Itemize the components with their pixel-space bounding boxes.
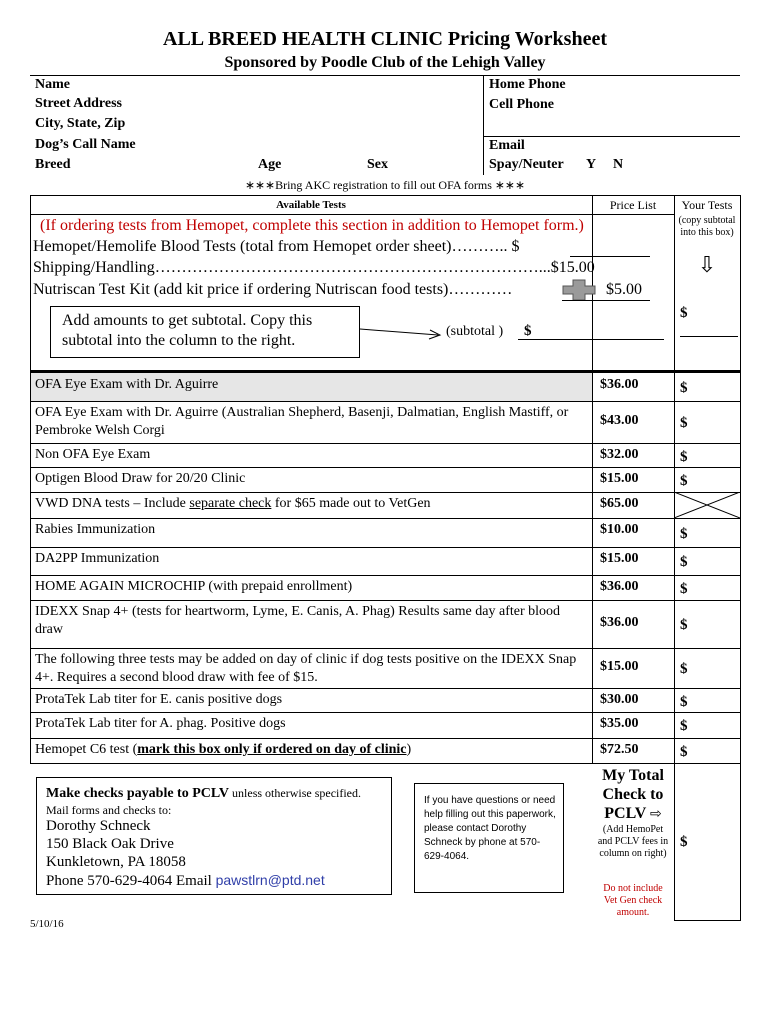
- test-price: $65.00: [600, 496, 639, 511]
- test-name: IDEXX Snap 4+ (tests for heartworm, Lyme, E. Canis, A. Phag) Results same day after blood draw: [35, 604, 561, 637]
- plus-icon: [562, 279, 596, 301]
- test-price: $72.50: [600, 742, 639, 757]
- your-test-cell[interactable]: $: [680, 473, 688, 489]
- test-price: $15.00: [600, 471, 639, 486]
- test-price: $36.00: [600, 377, 639, 392]
- test-name-emphasis: separate check: [189, 496, 272, 511]
- test-name: ProtaTek Lab titer for E. canis positive dogs: [35, 692, 283, 707]
- test-name: [35, 495, 587, 513]
- test-price: $10.00: [600, 522, 639, 537]
- hemopet-note: (If ordering tests from Hemopet, complete this section in addition to Hemopet form.): [40, 217, 584, 234]
- your-test-cell[interactable]: $: [680, 581, 688, 597]
- your-test-cell[interactable]: $: [680, 449, 688, 465]
- address-city: Kunkletown, PA 18058: [46, 854, 186, 870]
- test-price: $15.00: [600, 551, 639, 566]
- your-test-cell[interactable]: $: [680, 744, 688, 760]
- test-name: Non OFA Eye Exam: [35, 447, 151, 462]
- email-field[interactable]: Email: [489, 138, 525, 153]
- phone-label: Phone 570-629-4064 Email: [46, 873, 212, 889]
- hemopet-line3: Nutriscan Test Kit (add kit price if ordering Nutriscan food tests)…………: [33, 281, 513, 298]
- your-test-cell[interactable]: $: [680, 694, 688, 710]
- checks-payable-bold: Make checks payable to PCLV: [46, 786, 230, 801]
- arrow-right-outline-icon: ⇨: [650, 807, 662, 822]
- test-price: $36.00: [600, 615, 639, 630]
- name-field[interactable]: Name: [35, 77, 70, 92]
- test-name: ProtaTek Lab titer for A. phag. Positive dogs: [35, 716, 286, 731]
- help-text: If you have questions or need help filling out this paperwork, please contact Dorothy Schneck by phone at 570-629-4064.: [424, 795, 556, 862]
- test-name-part: Hemopet C6 test (: [35, 742, 138, 757]
- home-phone-field[interactable]: Home Phone: [489, 77, 566, 92]
- total-dollar[interactable]: $: [680, 834, 688, 850]
- test-name-part: ): [406, 742, 412, 757]
- hemopet-line2: Shipping/Handling………………………………………………………………...$15.00: [33, 259, 595, 276]
- dog-name-field[interactable]: Dog’s Call Name: [35, 137, 136, 152]
- test-price: $30.00: [600, 692, 639, 707]
- arrow-right-icon: [360, 326, 442, 340]
- col-header-yours: Your Tests: [681, 198, 733, 212]
- test-price: $15.00: [600, 659, 639, 674]
- total-warning: Do not include Vet Gen check amount.: [603, 883, 663, 918]
- nutriscan-price: $5.00: [606, 281, 642, 298]
- your-test-cell[interactable]: $: [680, 380, 688, 396]
- test-name: DA2PP Immunization: [35, 551, 160, 566]
- your-test-cell[interactable]: $: [680, 554, 688, 570]
- checks-payable: [46, 786, 361, 802]
- test-name: OFA Eye Exam with Dr. Aguirre: [35, 377, 219, 392]
- total-add-note: (Add HemoPet and PCLV fees in column on right): [597, 824, 669, 859]
- your-test-cell[interactable]: $: [680, 415, 688, 431]
- test-name: The following three tests may be added on day of clinic if dog tests positive on the IDEXX Snap 4+. Requires a second blood draw with fee of $15.: [35, 652, 577, 685]
- test-price: $43.00: [600, 413, 639, 428]
- subtotal-instruction-text: Add amounts to get subtotal. Copy this subtotal into the column to the right.: [62, 312, 313, 349]
- mail-to-label: Mail forms and checks to:: [46, 803, 172, 817]
- total-title-text: My Total Check to PCLV: [602, 767, 664, 822]
- address-name: Dorothy Schneck: [46, 818, 151, 834]
- subtotal-label: (subtotal ): [446, 324, 504, 339]
- test-name-part: for $65 made out to VetGen: [271, 496, 431, 511]
- contact-phone: [46, 872, 325, 890]
- breed-field[interactable]: Breed: [35, 157, 71, 172]
- test-price: $32.00: [600, 447, 639, 462]
- address-street: 150 Black Oak Drive: [46, 836, 174, 852]
- form-date: 5/10/16: [30, 918, 64, 930]
- hemopet-line1: Hemopet/Hemolife Blood Tests (total from Hemopet order sheet)……….. $: [33, 238, 520, 255]
- test-name: Rabies Immunization: [35, 522, 156, 537]
- cell-phone-field[interactable]: Cell Phone: [489, 97, 554, 112]
- your-test-cell[interactable]: $: [680, 525, 688, 542]
- test-name-emphasis: mark this box only if ordered on day of clinic: [137, 742, 407, 757]
- page-subtitle: Sponsored by Poodle Club of the Lehigh Valley: [224, 54, 546, 71]
- subtotal-dollar: $: [524, 323, 532, 339]
- age-field[interactable]: Age: [258, 157, 282, 172]
- arrow-down-icon: ⇩: [697, 252, 717, 277]
- spay-no-option[interactable]: N: [613, 157, 624, 172]
- crossed-out-cell: [674, 492, 740, 518]
- page-title: ALL BREED HEALTH CLINIC Pricing Worksheet: [163, 28, 607, 50]
- email-link[interactable]: pawstlrn@ptd.net: [215, 872, 325, 888]
- your-test-cell[interactable]: $: [680, 718, 688, 734]
- sex-field[interactable]: Sex: [367, 157, 388, 172]
- test-name: Optigen Blood Draw for 20/20 Clinic: [35, 471, 246, 486]
- your-test-cell[interactable]: $: [680, 661, 688, 677]
- city-field[interactable]: City, State, Zip: [35, 116, 126, 131]
- test-price: $35.00: [600, 716, 639, 731]
- street-field[interactable]: Street Address: [35, 96, 122, 111]
- col-header-price: Price List: [609, 198, 657, 212]
- col-header-available: Available Tests: [276, 199, 346, 211]
- test-name: HOME AGAIN MICROCHIP (with prepaid enrollment): [35, 579, 353, 594]
- total-title: [590, 766, 676, 824]
- test-name: OFA Eye Exam with Dr. Aguirre (Australian Shepherd, Basenji, Dalmatian, English Mastiff, or Pembroke Welsh Corgi: [35, 405, 569, 438]
- subtotal-line: [518, 339, 664, 340]
- spay-yes-option[interactable]: Y: [586, 157, 597, 172]
- test-name: [35, 741, 587, 759]
- copy-subtotal-note: (copy subtotal into this box): [678, 215, 736, 238]
- checks-payable-rest: unless otherwise specified.: [229, 786, 362, 800]
- your-test-cell[interactable]: $: [680, 617, 688, 633]
- spay-neuter-field[interactable]: Spay/Neuter: [489, 157, 564, 172]
- akc-note: ∗∗∗Bring AKC registration to fill out OFA forms ∗∗∗: [244, 178, 526, 192]
- test-price: $36.00: [600, 579, 639, 594]
- subtotal-your-dollar: $: [680, 305, 688, 321]
- test-name-part: VWD DNA tests – Include: [35, 496, 190, 511]
